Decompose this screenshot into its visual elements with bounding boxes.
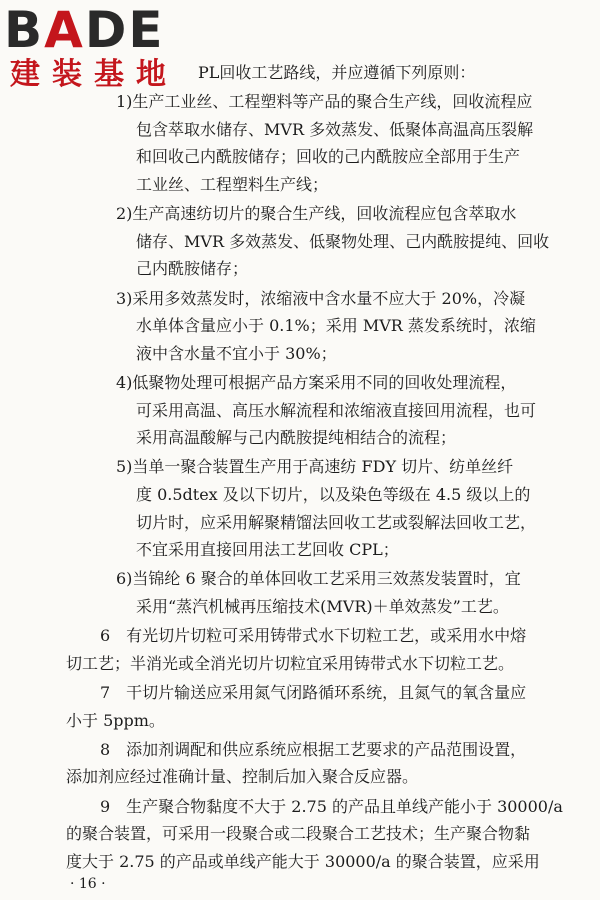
logo-letter-b: B xyxy=(4,1,45,59)
text-line: 水单体含量应小于 0.1%；采用 MVR 蒸发系统时，浓缩 xyxy=(136,316,536,336)
text-line: 4)低聚物处理可根据产品方案采用不同的回收处理流程， xyxy=(116,373,517,392)
text-line: 5)当单一聚合装置生产用于高速纺 FDY 切片、纺单丝纤 xyxy=(116,457,514,477)
text-line: 度大于 2.75 的产品或单线产能大于 30000/a 的聚合装置，应采用 xyxy=(66,851,540,871)
logo-letter-a: A xyxy=(44,1,85,59)
text-line: 储存、MVR 多效蒸发、低聚物处理、己内酰胺提纯、回收 xyxy=(136,231,550,251)
text-line: 的聚合装置，可采用一段聚合或二段聚合工艺技术；生产聚合物黏 xyxy=(66,824,531,844)
text-line: 8 添加剂调配和供应系统应根据工艺要求的产品范围设置， xyxy=(100,739,527,759)
text-line: 1)生产工业丝、工程塑料等产品的聚合生产线，回收流程应 xyxy=(116,92,533,112)
brand-logo xyxy=(4,2,204,102)
text-line: PL回收工艺路线，并应遵循下列原则： xyxy=(198,63,476,82)
logo-wordmark xyxy=(4,2,165,58)
text-line: 切工艺；半消光或全消光切片切粒宜采用铸带式水下切粒工艺。 xyxy=(66,653,515,673)
text-line: 液中含水量不宜小于 30%； xyxy=(136,343,337,363)
text-line: 不宜采用直接回用法工艺回收 CPL； xyxy=(136,540,399,560)
page-number: · 16 · xyxy=(70,876,106,892)
text-line: 度 0.5dtex 及以下切片，以及染色等级在 4.5 级以上的 xyxy=(136,485,531,504)
text-line: 2)生产高速纺切片的聚合生产线，回收流程应包含萃取水 xyxy=(116,204,517,224)
logo-subtitle: 建装基地 xyxy=(10,57,178,92)
text-line: 采用高温酸解与己内酰胺提纯相结合的流程； xyxy=(136,428,457,448)
text-line: 工业丝、工程塑料生产线； xyxy=(136,175,329,194)
text-line: 己内酰胺储存； xyxy=(136,259,249,279)
text-line: 3)采用多效蒸发时，浓缩液中含水量不应大于 20%，冷凝 xyxy=(116,288,526,308)
text-line: 包含萃取水储存、MVR 多效蒸发、低聚体高温高压裂解 xyxy=(136,119,534,139)
text-line: 采用“蒸汽机械再压缩技术(MVR)＋单效蒸发”工艺。 xyxy=(136,597,509,616)
text-line: 9 生产聚合物黏度不大于 2.75 的产品且单线产能小于 30000/a xyxy=(100,796,563,816)
text-line: 6 有光切片切粒可采用铸带式水下切粒工艺，或采用水中熔 xyxy=(100,626,527,646)
text-line: 添加剂应经过准确计量、控制后加入聚合反应器。 xyxy=(66,767,419,787)
text-line: 6)当锦纶 6 聚合的单体回收工艺采用三效蒸发装置时，宜 xyxy=(116,569,521,589)
text-line: 可采用高温、高压水解流程和浓缩液直接回用流程，也可 xyxy=(136,400,537,420)
logo-letters-de: DE xyxy=(84,1,165,59)
text-line: 7 干切片输送应采用氮气闭路循环系统，且氮气的氧含量应 xyxy=(100,683,527,702)
text-line: 小于 5ppm。 xyxy=(66,710,165,730)
text-line: 切片时，应采用解聚精馏法回收工艺或裂解法回收工艺， xyxy=(136,512,537,532)
text-line: 和回收己内酰胺储存；回收的己内酰胺应全部用于生产 xyxy=(136,147,521,167)
